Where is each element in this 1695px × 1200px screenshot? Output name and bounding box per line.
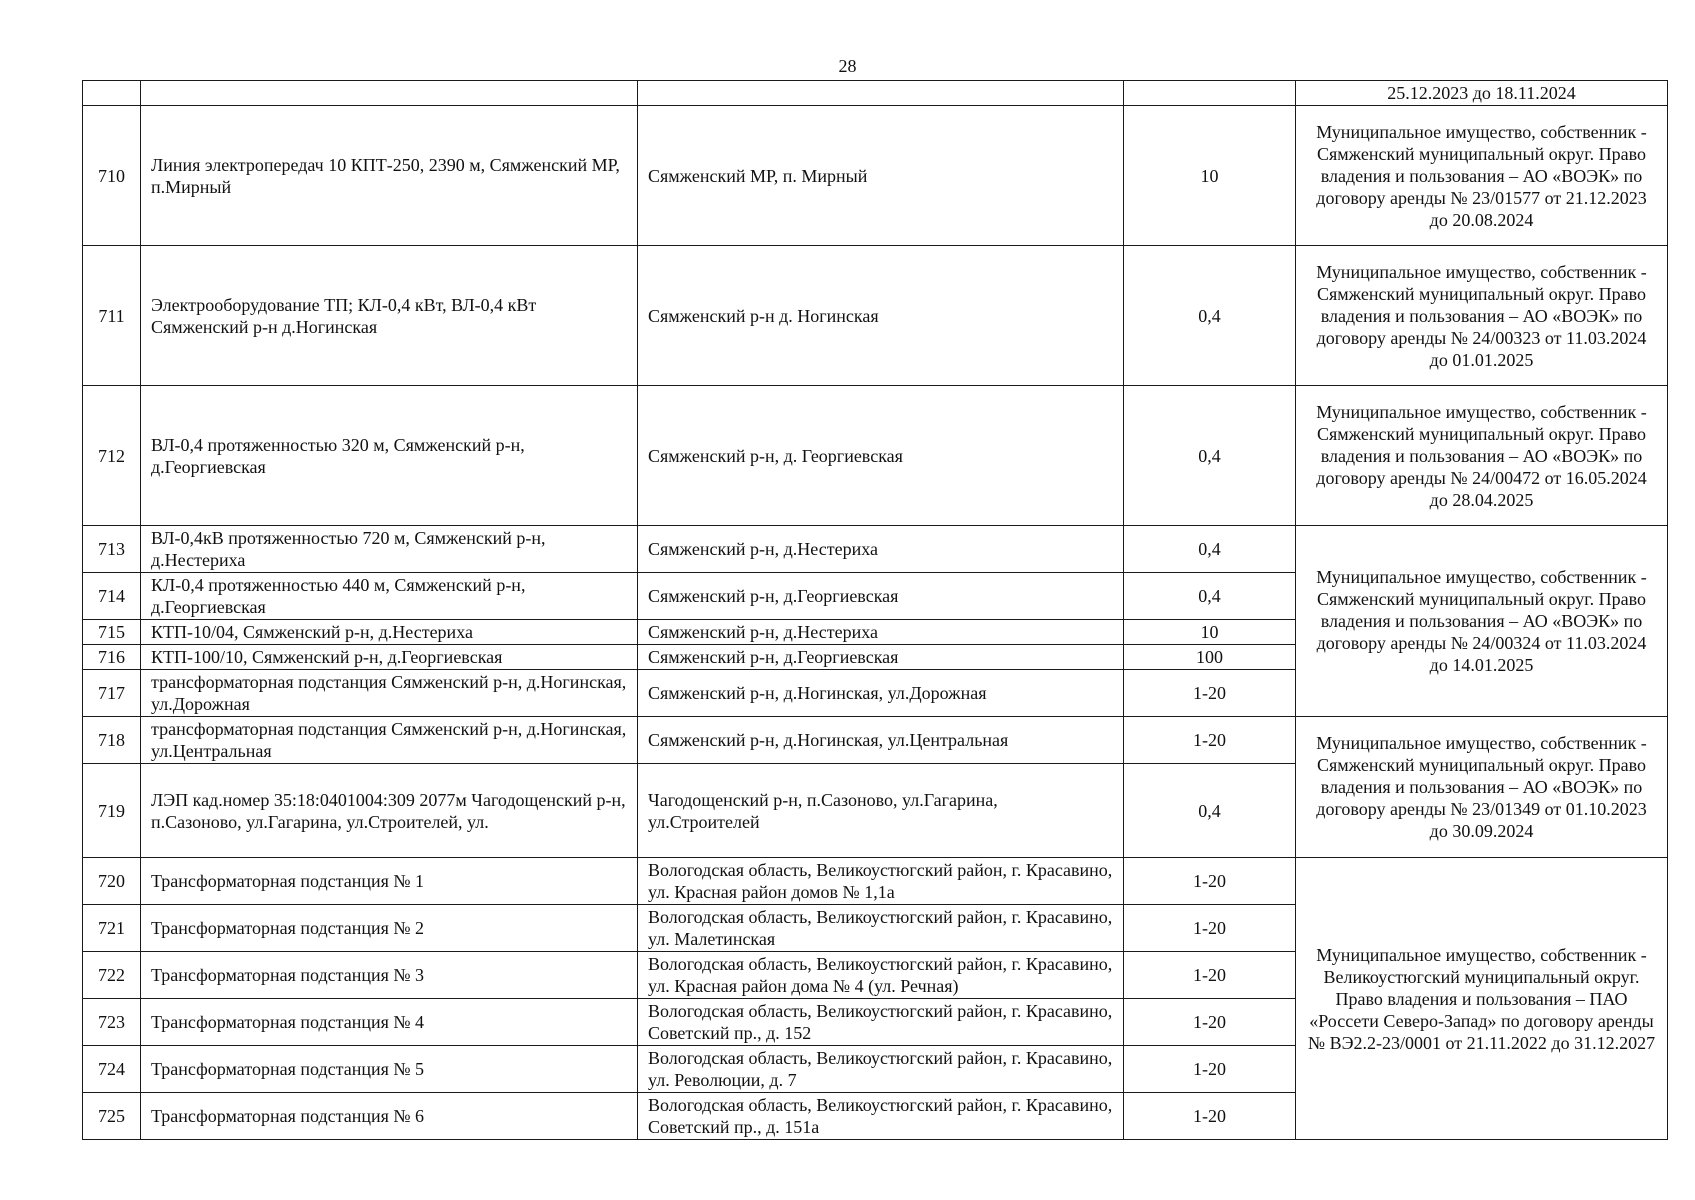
continued-note-cell: 25.12.2023 до 18.11.2024 [1296,81,1668,106]
row-number-cell: 716 [83,645,141,670]
property-registry-table [82,80,1668,1140]
object-name-cell: ВЛ-0,4кВ протяженностью 720 м, Сямженский р-н, д.Нестериха [141,526,638,573]
address-cell: Вологодская область, Великоустюгский район, г. Красавино, Советский пр., д. 152 [638,999,1124,1046]
ownership-note-cell: Муниципальное имущество, собственник - Великоустюгский муниципальный округ. Право владения и пользования – ПАО «Россети Северо-Запад» по договору аренды № ВЭ2.2-23/0001 от 21.11.2022 до 31.12.2027 [1296,858,1668,1140]
voltage-cell: 1-20 [1124,858,1296,905]
voltage-cell: 10 [1124,106,1296,246]
object-name-cell: КТП-10/04, Сямженский р-н, д.Нестериха [141,620,638,645]
voltage-cell: 1-20 [1124,999,1296,1046]
object-name-cell: ЛЭП кад.номер 35:18:0401004:309 2077м Чагодощенский р-н, п.Сазоново, ул.Гагарина, ул.Строителей, ул. [141,764,638,858]
voltage-cell: 1-20 [1124,952,1296,999]
row-number-cell: 711 [83,246,141,386]
object-name-cell: Трансформаторная подстанция № 3 [141,952,638,999]
address-cell: Сямженский р-н д. Ногинская [638,246,1124,386]
voltage-cell: 10 [1124,620,1296,645]
ownership-note-cell: Муниципальное имущество, собственник - Сямженский муниципальный округ. Право владения и пользования – АО «ВОЭК» по договору аренды № 24/00472 от 16.05.2024 до 28.04.2025 [1296,386,1668,526]
address-cell: Сямженский р-н, д.Ногинская, ул.Дорожная [638,670,1124,717]
table-row [83,246,1668,386]
page-number: 28 [838,56,857,76]
table-row [83,717,1668,764]
row-number-cell: 710 [83,106,141,246]
row-number-cell: 718 [83,717,141,764]
row-number-cell: 725 [83,1093,141,1140]
address-cell: Вологодская область, Великоустюгский район, г. Красавино, Советский пр., д. 151а [638,1093,1124,1140]
object-name-cell: Трансформаторная подстанция № 5 [141,1046,638,1093]
row-number-cell: 724 [83,1046,141,1093]
object-name-cell: КТП-100/10, Сямженский р-н, д.Георгиевская [141,645,638,670]
voltage-cell: 0,4 [1124,386,1296,526]
row-number-cell: 722 [83,952,141,999]
table-row [83,858,1668,905]
voltage-cell: 0,4 [1124,573,1296,620]
table-row-continuation [83,81,1668,106]
object-name-cell: трансформаторная подстанция Сямженский р-н, д.Ногинская, ул.Дорожная [141,670,638,717]
table-row [83,106,1668,246]
address-cell: Вологодская область, Великоустюгский район, г. Красавино, ул. Красная район домов № 1,1а [638,858,1124,905]
table-row [83,386,1668,526]
object-name-cell: Трансформаторная подстанция № 4 [141,999,638,1046]
address-cell: Сямженский р-н, д.Нестериха [638,526,1124,573]
row-number-cell [83,81,141,106]
row-number-cell: 723 [83,999,141,1046]
ownership-note-cell: Муниципальное имущество, собственник - Сямженский муниципальный округ. Право владения и пользования – АО «ВОЭК» по договору аренды № 24/00323 от 11.03.2024 до 01.01.2025 [1296,246,1668,386]
address-cell: Сямженский р-н, д.Ногинская, ул.Центральная [638,717,1124,764]
voltage-cell: 0,4 [1124,246,1296,386]
voltage-cell: 1-20 [1124,1046,1296,1093]
address-cell: Чагодощенский р-н, п.Сазоново, ул.Гагарина, ул.Строителей [638,764,1124,858]
object-name-cell: КЛ-0,4 протяженностью 440 м, Сямженский р-н, д.Георгиевская [141,573,638,620]
row-number-cell: 719 [83,764,141,858]
object-name-cell: трансформаторная подстанция Сямженский р-н, д.Ногинская, ул.Центральная [141,717,638,764]
object-name-cell: Трансформаторная подстанция № 2 [141,905,638,952]
object-name-cell: Трансформаторная подстанция № 1 [141,858,638,905]
row-number-cell: 712 [83,386,141,526]
address-cell: Вологодская область, Великоустюгский район, г. Красавино, ул. Красная район дома № 4 (ул. Речная) [638,952,1124,999]
row-number-cell: 714 [83,573,141,620]
object-name-cell: Электрооборудование ТП; КЛ-0,4 кВт, ВЛ-0,4 кВт Сямженский р-н д.Ногинская [141,246,638,386]
row-number-cell: 715 [83,620,141,645]
object-name-cell [141,81,638,106]
ownership-note-cell: Муниципальное имущество, собственник - Сямженский муниципальный округ. Право владения и пользования – АО «ВОЭК» по договору аренды № 24/00324 от 11.03.2024 до 14.01.2025 [1296,526,1668,717]
voltage-cell: 1-20 [1124,905,1296,952]
row-number-cell: 720 [83,858,141,905]
row-number-cell: 717 [83,670,141,717]
address-cell: Сямженский МР, п. Мирный [638,106,1124,246]
object-name-cell: Линия электропередач 10 КПТ-250, 2390 м, Сямженский МР, п.Мирный [141,106,638,246]
row-number-cell: 721 [83,905,141,952]
object-name-cell: Трансформаторная подстанция № 6 [141,1093,638,1140]
table-row [83,526,1668,573]
address-cell: Сямженский р-н, д. Георгиевская [638,386,1124,526]
ownership-note-cell: Муниципальное имущество, собственник - Сямженский муниципальный округ. Право владения и пользования – АО «ВОЭК» по договору аренды № 23/01577 от 21.12.2023 до 20.08.2024 [1296,106,1668,246]
address-cell: Сямженский р-н, д.Георгиевская [638,573,1124,620]
address-cell [638,81,1124,106]
voltage-cell: 1-20 [1124,1093,1296,1140]
voltage-cell: 1-20 [1124,717,1296,764]
voltage-cell: 100 [1124,645,1296,670]
voltage-cell: 0,4 [1124,764,1296,858]
address-cell: Вологодская область, Великоустюгский район, г. Красавино, ул. Малетинская [638,905,1124,952]
voltage-cell: 0,4 [1124,526,1296,573]
object-name-cell: ВЛ-0,4 протяженностью 320 м, Сямженский р-н, д.Георгиевская [141,386,638,526]
address-cell: Сямженский р-н, д.Нестериха [638,620,1124,645]
address-cell: Сямженский р-н, д.Георгиевская [638,645,1124,670]
ownership-note-cell: Муниципальное имущество, собственник - Сямженский муниципальный округ. Право владения и пользования – АО «ВОЭК» по договору аренды № 23/01349 от 01.10.2023 до 30.09.2024 [1296,717,1668,858]
voltage-cell [1124,81,1296,106]
voltage-cell: 1-20 [1124,670,1296,717]
address-cell: Вологодская область, Великоустюгский район, г. Красавино, ул. Революции, д. 7 [638,1046,1124,1093]
row-number-cell: 713 [83,526,141,573]
